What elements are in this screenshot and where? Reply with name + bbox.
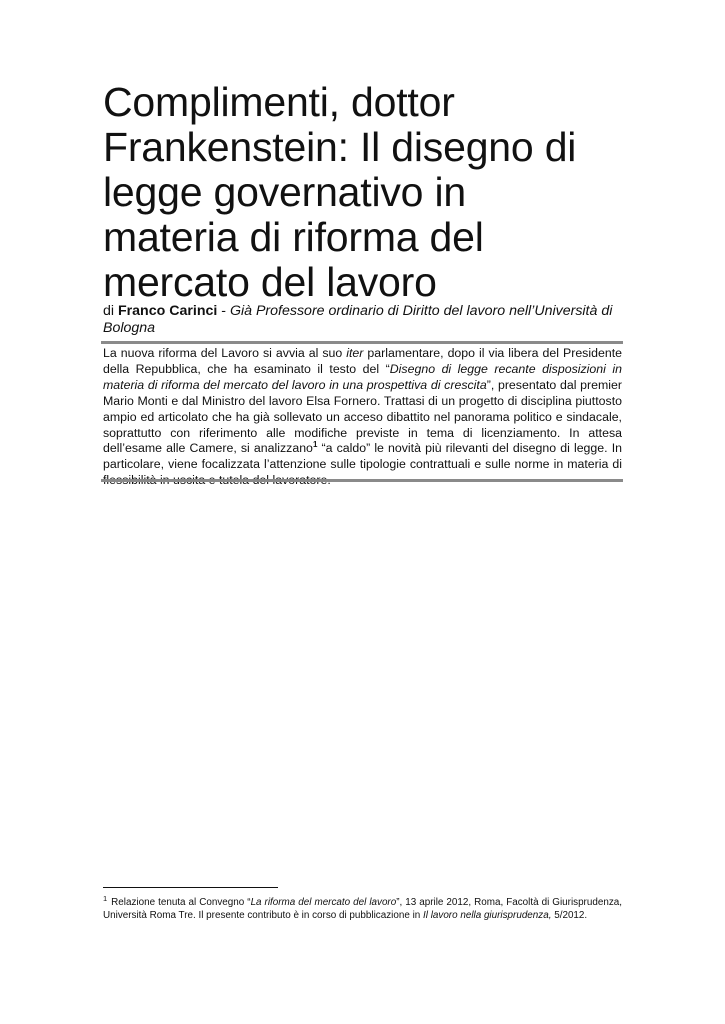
footnote-reference[interactable]: 1 xyxy=(312,440,318,450)
abstract-text: “a caldo” le novità più rilevanti del disegno di legge. In particolare, viene focalizzata l’attenzione sulle tipologie contrattuali e sulle norme in materia di xyxy=(103,441,622,472)
abstract-top-divider xyxy=(101,341,623,344)
title-line: legge governativo in xyxy=(103,169,466,215)
title-line: materia di riforma del xyxy=(103,214,484,260)
footnote-separator xyxy=(103,887,278,888)
author-name: Franco Carinci xyxy=(117,303,218,319)
author-affiliation: Già Professore ordinario di Diritto del lavoro nell’Università di Bologna xyxy=(103,303,613,336)
author-byline xyxy=(103,303,623,336)
footnote-text: ”, 13 aprile 2012, Roma, Facoltà di Giurisprudenza, Università Roma Tre. Il presente contributo è in corso di pubblicazione in xyxy=(103,897,622,921)
abstract-paragraph xyxy=(103,346,622,489)
footnote-text: Relazione tenuta al Convegno “ xyxy=(111,897,251,908)
abstract-italic-text: iter xyxy=(346,346,364,360)
abstract-text: ”, presentato dal premier Mario Monti e dal Ministro del lavoro Elsa Fornero. Trattasi di un progetto di disciplina piuttosto ampio ed articolato che ha già sollevato un acceso dibattito nel panorama politico e sindacale, soprattutto con riferimento alle modifiche previste in tema di licenziamento. In attesa dell’esame alle Camere, si analizzano xyxy=(103,377,622,456)
byline-separator: - xyxy=(217,303,230,319)
abstract-italic-text: Disegno di legge recante disposizioni in materia di riforma del mercato del lavoro in una prospettiva di crescita xyxy=(103,361,622,392)
footnote-mark: 1 xyxy=(103,894,108,903)
footnote-italic-text: La riforma del mercato del lavoro xyxy=(250,897,397,908)
footnote xyxy=(103,894,622,922)
title-line: Frankenstein: Il disegno di xyxy=(103,124,577,170)
abstract-text: parlamentare, dopo il via libera del Presidente della Repubblica, che ha esaminato il testo del “ xyxy=(103,346,622,376)
abstract-bottom-divider xyxy=(101,479,623,482)
byline-prefix: di xyxy=(103,303,118,319)
footnote-italic-text: Il lavoro nella giurisprudenza, xyxy=(423,909,552,921)
abstract-text: La nuova riforma del Lavoro si avvia al suo xyxy=(103,346,347,360)
article-title xyxy=(103,80,643,305)
footnote-text: 5/2012. xyxy=(551,909,588,921)
title-line: mercato del lavoro xyxy=(103,259,437,305)
title-line: Complimenti, dottor xyxy=(103,79,455,125)
